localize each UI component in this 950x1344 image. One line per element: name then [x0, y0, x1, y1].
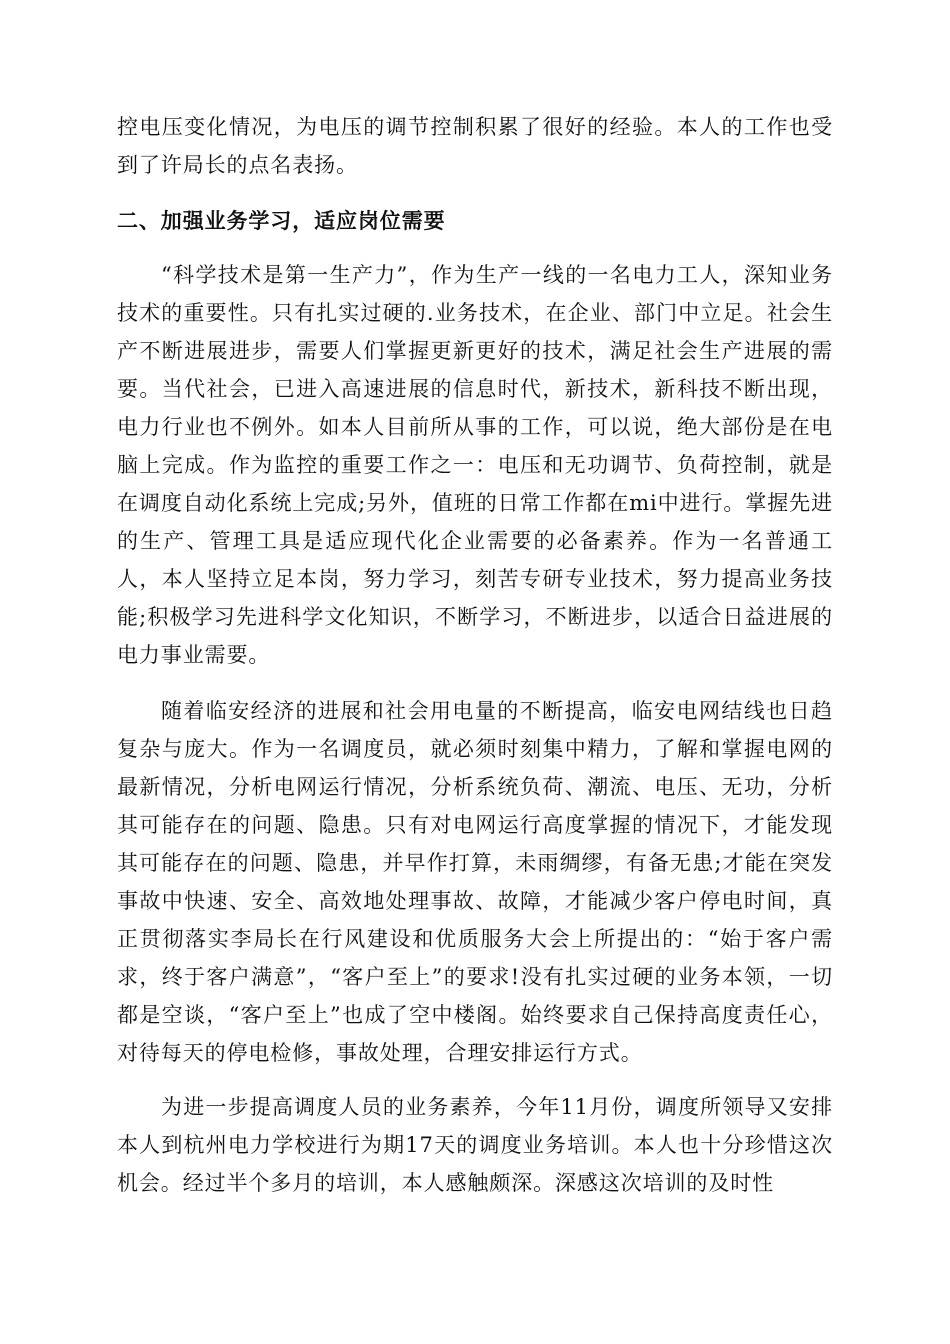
paragraph-training [117, 1088, 833, 1202]
section-heading-text: 二、加强业务学习，适应岗位需要 [117, 209, 446, 233]
paragraph-text: 控电压变化情况，为电压的调节控制积累了很好的经验。本人的工作也受到了许局长的点名表扬。 [117, 115, 833, 177]
paragraph-continued [117, 108, 833, 184]
paragraph-text: “科学技术是第一生产力”，作为生产一线的一名电力工人，深知业务技术的重要性。只有扎实过硬的.业务技术，在企业、部门中立足。社会生产不断进展进步，需要人们掌握更新更好的技术，满足社会生产进展的需要。当代社会，已进入高速进展的信息时代，新技术，新科技不断出现，电力行业也不例外。如本人目前所从事的工作，可以说，绝大部份是在电脑上完成。作为监控的重要工作之一：电压和无功调节、负荷控制，就是在调度自动化系统上完成;另外，值班的日常工作都在mi中进行。掌握先进的生产、管理工具是适应现代化企业需要的必备素养。作为一名普通工人，本人坚持立足本岗，努力学习，刻苦专研专业技术，努力提高业务技能;积极学习先进科学文化知识，不断学习，不断进步，以适合日益进展的电力事业需要。 [117, 263, 833, 667]
section-heading [117, 202, 833, 240]
paragraph-study [117, 256, 833, 674]
paragraph-text: 随着临安经济的进展和社会用电量的不断提高，临安电网结线也日趋复杂与庞大。作为一名调度员，就必须时刻集中精力，了解和掌握电网的最新情况，分析电网运行情况，分析系统负荷、潮流、电压、无功，分析其可能存在的问题、隐患。只有对电网运行高度掌握的情况下，才能发现其可能存在的问题、隐患，并早作打算，未雨绸缪，有备无患;才能在突发事故中快速、安全、高效地处理事故、故障，才能减少客户停电时间，真正贯彻落实李局长在行风建设和优质服务大会上所提出的：“始于客户需求，终于客户满意”，“客户至上”的要求!没有扎实过硬的业务本领，一切都是空谈，“客户至上”也成了空中楼阁。始终要求自己保持高度责任心，对待每天的停电检修，事故处理，合理安排运行方式。 [117, 699, 833, 1065]
paragraph-text: 为进一步提高调度人员的业务素养，今年11月份，调度所领导又安排本人到杭州电力学校进行为期17天的调度业务培训。本人也十分珍惜这次机会。经过半个多月的培训，本人感触颇深。深感这次培训的及时性 [117, 1095, 833, 1195]
paragraph-grid [117, 692, 833, 1072]
